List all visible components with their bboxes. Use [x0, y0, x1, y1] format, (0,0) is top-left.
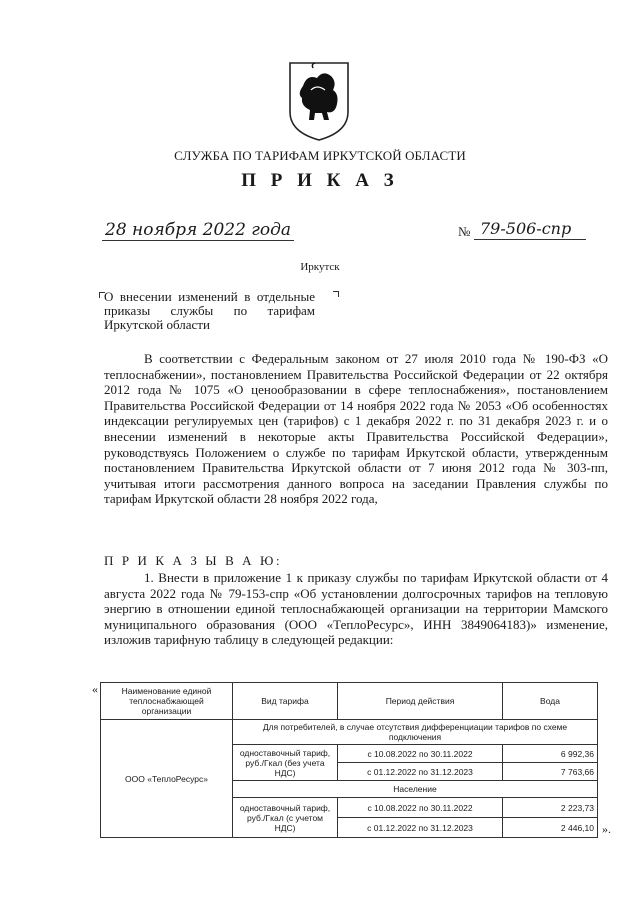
quote-open: « — [92, 682, 98, 696]
order-date: 28 ноября 2022 года — [102, 220, 294, 241]
table-row — [101, 720, 598, 745]
period-cell: с 10.08.2022 по 30.11.2022 — [338, 798, 503, 818]
value-cell: 2 223,73 — [503, 798, 598, 818]
irkutsk-coat-of-arms-icon — [287, 60, 351, 142]
section-population: Население — [233, 781, 598, 798]
value-cell: 6 992,36 — [503, 745, 598, 763]
period-cell: с 10.08.2022 по 30.11.2022 — [338, 745, 503, 763]
order-number: 79-506-спр — [474, 219, 586, 240]
order-word: П Р И К А З Ы В А Ю: — [104, 553, 283, 568]
value-cell: 7 763,66 — [503, 763, 598, 781]
org-name-cell: ООО «ТеплоРесурс» — [101, 720, 233, 838]
tariff-type-cell: одноставочный тариф, руб./Гкал (с учетом НДС) — [233, 798, 338, 838]
agency-name: СЛУЖБА ПО ТАРИФАМ ИРКУТСКОЙ ОБЛАСТИ — [174, 148, 466, 163]
city: Иркутск — [300, 261, 340, 273]
header-water: Вода — [503, 683, 598, 720]
order-subject: О внесении изменений в отдельные приказы службы по тарифам Иркутской области — [104, 289, 315, 332]
preamble — [104, 351, 608, 507]
order-item-1: 1. Внести в приложение 1 к приказу службы по тарифам Иркутской области от 4 августа 2022 года № 79-153-спр «Об установлении долгосрочных тарифов на тепловую энергию в отношении единой теплоснабжающей организации на территории Мамского муниципального образования (ООО «ТеплоРесурс», ИНН 3849064183)» изменение, изложив тарифную таблицу в следующей редакции: — [104, 570, 608, 648]
header-tariff-type: Вид тарифа — [233, 683, 338, 720]
quote-close: ». — [602, 822, 611, 836]
period-cell: с 01.12.2022 по 31.12.2023 — [338, 818, 503, 838]
document-type: П Р И К А З — [241, 170, 399, 191]
subject-bracket-right — [333, 291, 339, 297]
value-cell: 2 446,10 — [503, 818, 598, 838]
header-org: Наименование единой теплоснабжающей организации — [101, 683, 233, 720]
header-period: Период действия — [338, 683, 503, 720]
preamble-paragraph: В соответствии с Федеральным законом от 27 июля 2010 года № 190-ФЗ «О теплоснабжении», постановлением Правительства Российской Федерации от 22 октября 2012 года № 1075 «О ценообразовании в сфере теплоснабжения», постановлением Правительства Российской Федерации от 14 ноября 2022 года № 2053 «Об особенностях индексации регулируемых цен (тарифов) с 1 декабря 2022 г. по 31 декабря 2023 г. и о внесении изменений в некоторые акты Правительства Российской Федерации», руководствуясь Положением о службе по тарифам Иркутской области, утвержденным постановлением Правительства Иркутской области от 7 июня 2012 года № 303-пп, учитывая итоги рассмотрения данного вопроса на заседании Правления службы по тарифам Иркутской области 28 ноября 2022 года, — [104, 351, 608, 507]
period-cell: с 01.12.2022 по 31.12.2023 — [338, 763, 503, 781]
section-consumers: Для потребителей, в случае отсутствия дифференциации тарифов по схеме подключения — [233, 720, 598, 745]
tariff-table — [100, 682, 598, 838]
tariff-type-cell: одноставочный тариф, руб./Гкал (без учета НДС) — [233, 745, 338, 781]
order-number-label: № — [458, 224, 471, 239]
table-header-row — [101, 683, 598, 720]
